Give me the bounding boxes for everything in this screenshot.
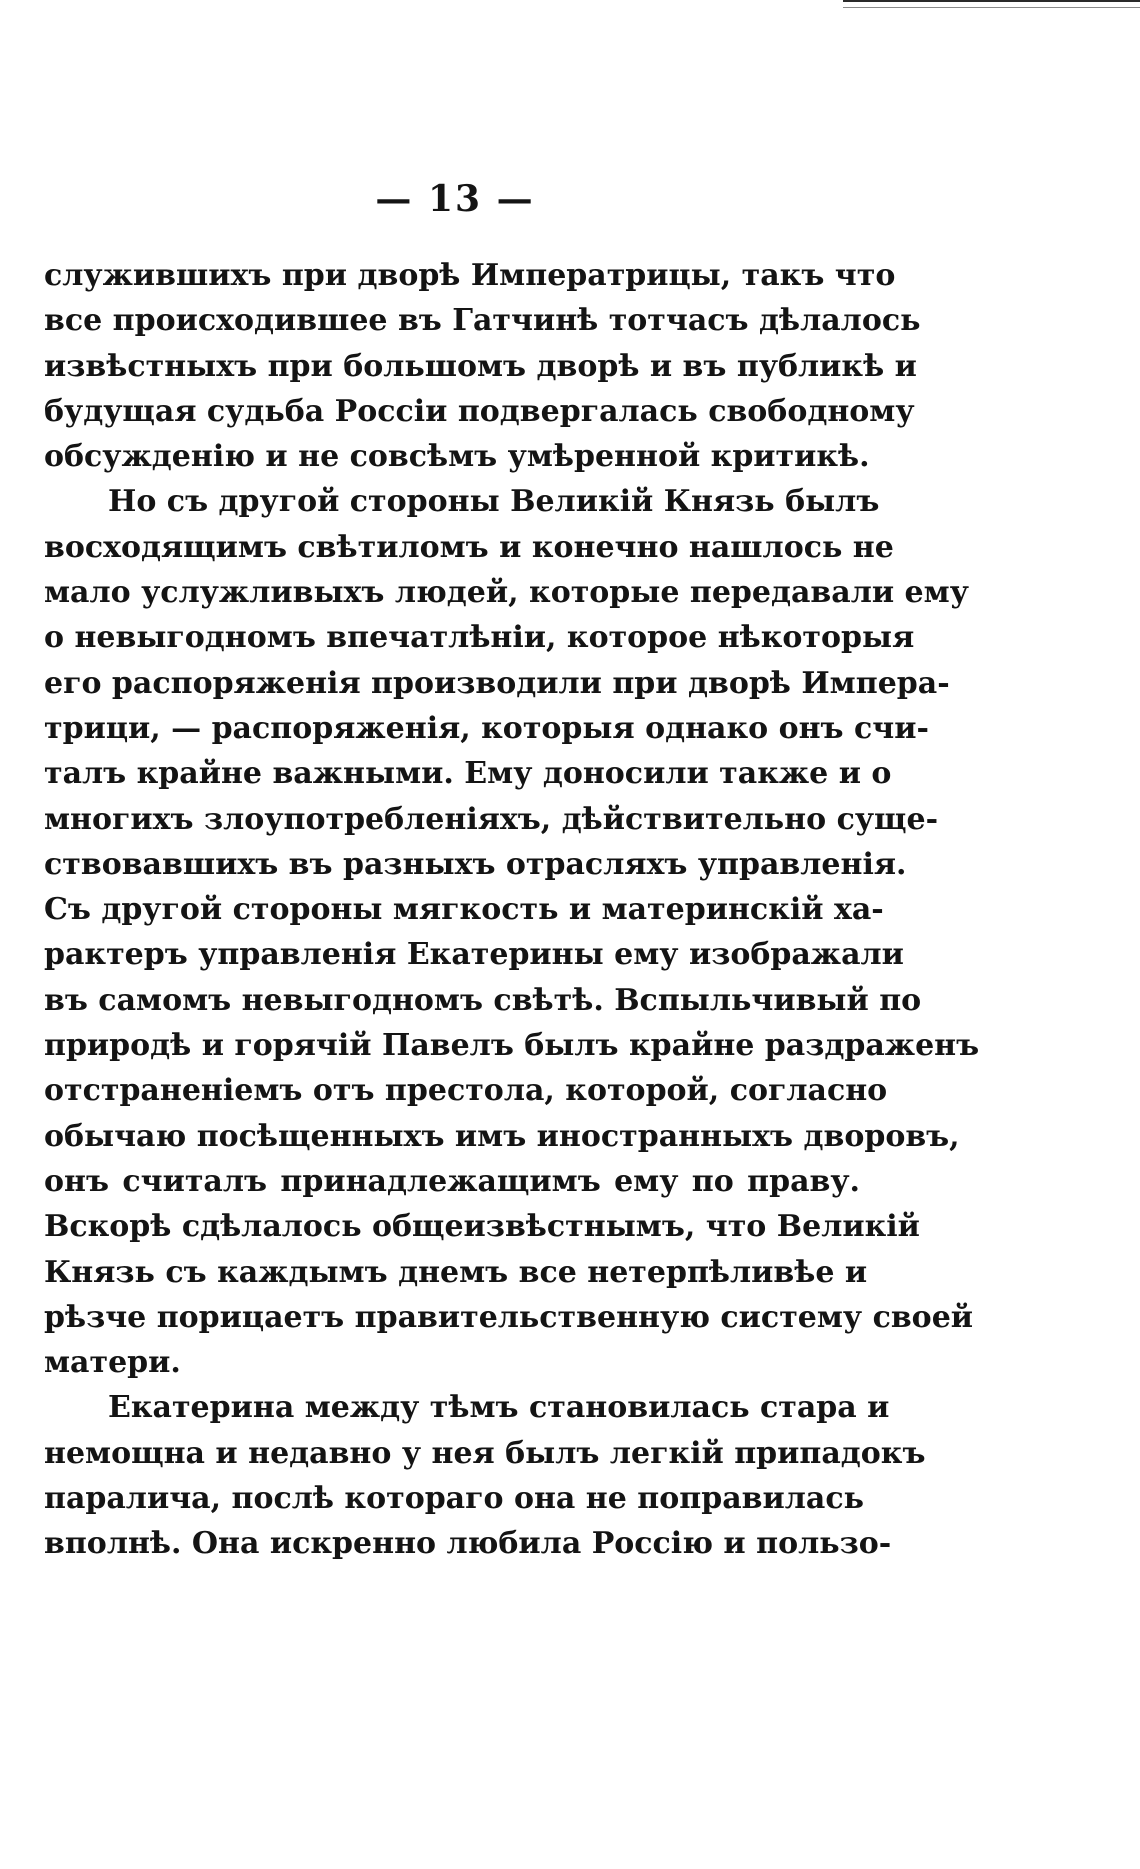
text-line: восходящимъ свѣтиломъ и конечно нашлось не	[44, 529, 894, 565]
text-line: служившихъ при дворѣ Императрицы, такъ что	[44, 258, 896, 293]
text-line: мало услужливыхъ людей, которые передавали ему	[44, 575, 969, 611]
text-line: извѣстныхъ при большомъ дворѣ и въ публикѣ и	[44, 348, 917, 384]
text-line: въ самомъ невыгодномъ свѣтѣ. Вспыльчивый по	[44, 982, 922, 1018]
paragraph-3	[44, 1385, 926, 1566]
text-line: о невыгодномъ впечатлѣніи, которое нѣкоторыя	[44, 620, 915, 656]
text-line: отстраненіемъ отъ престола, которой, согласно	[44, 1073, 888, 1109]
text-line: ствовавшихъ въ разныхъ отрасляхъ управленія.	[44, 846, 907, 882]
text-line: рактеръ управленія Екатерины ему изображали	[44, 937, 904, 973]
text-line: природѣ и горячій Павелъ былъ крайне раздраженъ	[44, 1028, 980, 1064]
text-line: рѣзче порицаетъ правительственную систему своей	[44, 1299, 974, 1335]
text-line: матери.	[44, 1345, 181, 1381]
text-line: обычаю посѣщенныхъ имъ иностранныхъ дворовъ,	[44, 1118, 960, 1154]
text-line: Съ другой стороны мягкость и материнскій ха-	[44, 892, 884, 928]
paragraph-1	[44, 253, 921, 479]
text-line: Екатерина между тѣмъ становилась стара и	[108, 1390, 890, 1426]
text-line: трици, — распоряженія, которыя однако онъ счи-	[44, 710, 929, 746]
text-line: Князь съ каждымъ днемъ все нетерпѣливѣе и	[44, 1254, 868, 1290]
text-line: обсужденію и не совсѣмъ умѣренной критикѣ.	[44, 439, 870, 475]
body-text	[44, 253, 980, 1567]
text-line: Но съ другой стороны Великій Князь былъ	[108, 484, 880, 520]
text-line: паралича, послѣ котораго она не поправилась	[44, 1481, 864, 1517]
paragraph-2	[44, 479, 980, 1385]
text-line: вполнѣ. Она искренно любила Россію и пользо-	[44, 1526, 892, 1562]
text-line: будущая судьба Россіи подвергалась свободному	[44, 393, 915, 429]
page-number: — 13 —	[375, 178, 535, 220]
text-line: Вскорѣ сдѣлалось общеизвѣстнымъ, что Великій	[44, 1209, 920, 1245]
text-line: все происходившее въ Гатчинѣ тотчасъ дѣлалось	[44, 303, 921, 339]
top-edge-rule	[843, 0, 1140, 8]
text-line: немощна и недавно у нея былъ легкій припадокъ	[44, 1435, 926, 1471]
text-line: талъ крайне важными. Ему доносили также и о	[44, 756, 892, 792]
text-line: онъ считалъ принадлежащимъ ему по праву.	[44, 1163, 860, 1199]
text-line: его распоряженія производили при дворѣ Импера-	[44, 665, 950, 701]
text-line: многихъ злоупотребленіяхъ, дѣйствительно суще-	[44, 801, 939, 837]
